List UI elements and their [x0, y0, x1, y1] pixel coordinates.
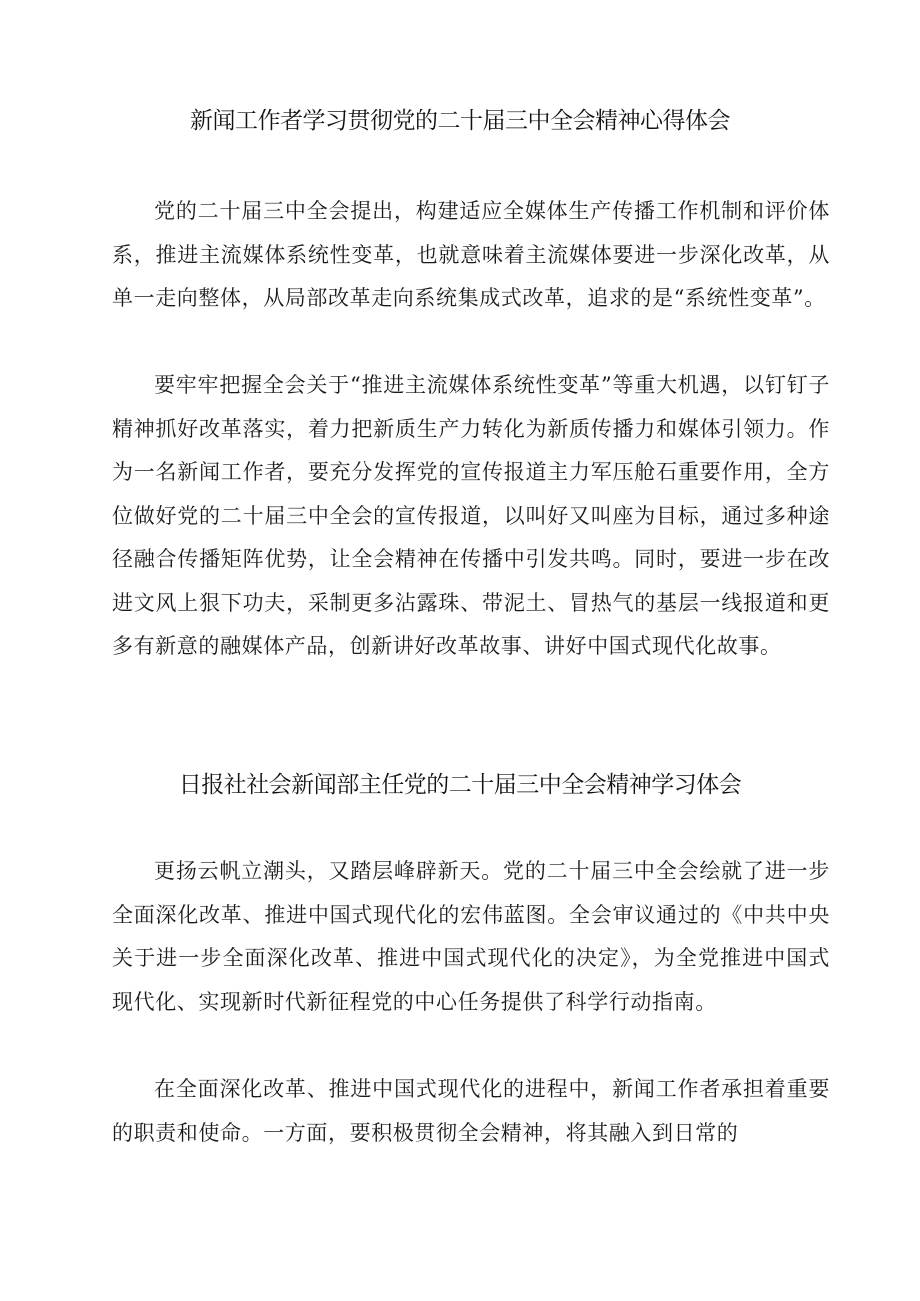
article-1-paragraph-2: 要牢牢把握全会关于“推进主流媒体系统性变革”等重大机遇，以钉钉子精神抓好改革落实，着力把新质生产力转化为新质传播力和媒体引领力。作为一名新闻工作者，要充分发挥党的宣传报道主力军压舱石重要作用，全方位做好党的二十届三中全会的宣传报道，以叫好又叫座为目标，通过多种途径融合传播矩阵优势，让全会精神在传播中引发共鸣。同时，要进一步在改进文风上狠下功夫，采制更多沾露珠、带泥土、冒热气的基层一线报道和更多有新意的融媒体产品，创新讲好改革故事、讲好中国式现代化故事。 — [112, 373, 830, 658]
article-2-paragraph-2: 在全面深化改革、推进中国式现代化的进程中，新闻工作者承担着重要的职责和使命。一方面，要积极贯彻全会精神，将其融入到日常的 — [112, 1077, 830, 1145]
article-2-title: 日报社社会新闻部主任党的二十届三中全会精神学习体会 — [178, 772, 742, 798]
article-1-title: 新闻工作者学习贯彻党的二十届三中全会精神心得体会 — [190, 108, 730, 134]
article-1-paragraph-1: 党的二十届三中全会提出，构建适应全媒体生产传播工作机制和评价体系，推进主流媒体系统性变革，也就意味着主流媒体要进一步深化改革，从单一走向整体，从局部改革走向系统集成式改革，追求的是“系统性变革”。 — [112, 199, 830, 310]
article-2-paragraph-1: 更扬云帆立潮头，又踏层峰辟新天。党的二十届三中全会绘就了进一步全面深化改革、推进中国式现代化的宏伟蓝图。全会审议通过的《中共中央关于进一步全面深化改革、推进中国式现代化的决定》，为全党推进中国式现代化、实现新时代新征程党的中心任务提供了科学行动指南。 — [112, 859, 830, 1014]
